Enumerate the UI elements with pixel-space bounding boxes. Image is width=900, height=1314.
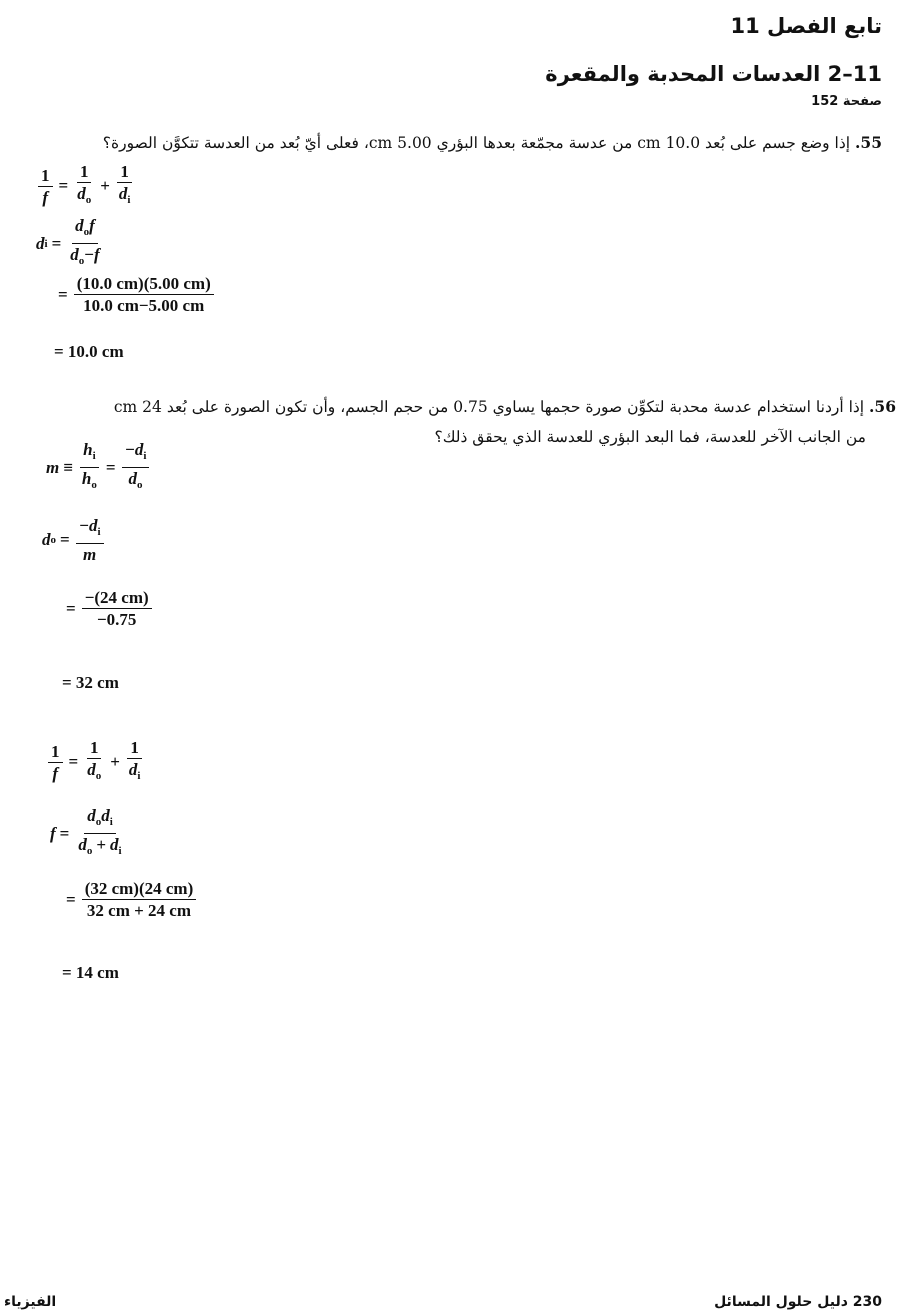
footer-subject: الفيزياء bbox=[4, 1294, 57, 1310]
section-title: 11–2 العدسات المحدبة والمقعرة bbox=[545, 62, 882, 86]
problem-55-question bbox=[103, 128, 882, 158]
problem-55-text: إذا وضع جسم على بُعد 10.0 cm من عدسة مجمّعة بعدها البؤري 5.00 cm، فعلى أيّ بُعد من العدسة تتكوَّن الصورة؟ bbox=[102, 134, 851, 152]
focal-length-formula: f = $\frac{d_od_i}{d_o + d_i}$ bbox=[50, 806, 122, 857]
problem-56-number: 56. bbox=[869, 397, 896, 416]
lens-equation-56: $\frac{1}{f}$ = $\frac{1}{d_o}$ + $\frac{1}{d_i}$ bbox=[46, 738, 145, 786]
problem-56-question-line1 bbox=[114, 392, 896, 422]
page-reference: صفحة 152 bbox=[811, 94, 882, 109]
chapter-heading: تابع الفصل 11 bbox=[730, 14, 882, 38]
object-distance-result: = 32 cm bbox=[62, 673, 119, 692]
substitution-55: = $\frac{(10.0 cm)(5.00 cm)}{10.0 cm-5.00 cm}$ bbox=[54, 274, 216, 315]
result-55: = 10.0 cm bbox=[54, 342, 124, 361]
problem-56-text-1: إذا أردنا استخدام عدسة محدبة لتكوِّن صورة حجمها يساوي 0.75 من حجم الجسم، وأن تكون الصورة على بُعد 24 cm bbox=[113, 398, 865, 416]
image-distance-formula-55: d i = $\frac{d_of}{d_o-f}$ bbox=[36, 216, 100, 267]
focal-length-substitution: = $\frac{(32 cm)(24 cm)}{32 cm + 24 cm}$ bbox=[62, 879, 198, 920]
magnification-equation: m ≡ $\frac{h_i}{h_o}$ = $\frac{-d_i}{d_o}$ bbox=[46, 440, 151, 495]
object-distance-formula: d o = $\frac{-d_i}{m}$ bbox=[42, 516, 106, 564]
problem-56-question-line2: من الجانب الآخر للعدسة، فما البعد البؤري للعدسة الذي يحقق ذلك؟ bbox=[434, 428, 866, 446]
footer-page-title: 230 دليل حلول المسائل bbox=[714, 1294, 882, 1310]
lens-equation-55: $\frac{1}{f}$ = $\frac{1}{d_o}$ + $\frac{1}{d_i}$ bbox=[36, 162, 135, 210]
object-distance-substitution: = $\frac{-(24 cm)}{-0.75}$ bbox=[62, 588, 154, 629]
focal-length-result: = 14 cm bbox=[62, 963, 119, 982]
problem-55-number: 55. bbox=[855, 133, 882, 152]
